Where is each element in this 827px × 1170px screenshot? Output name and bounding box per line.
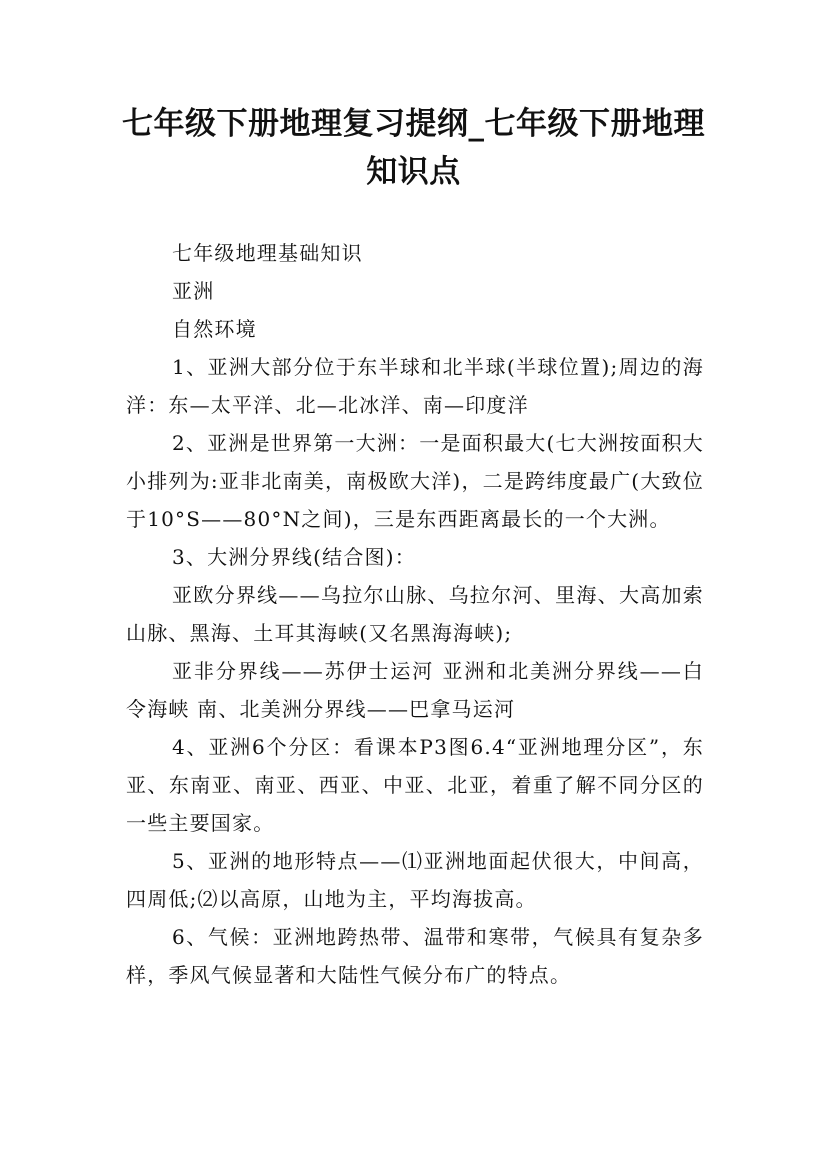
- paragraph-boundary-asia-africa: 亚非分界线——苏伊士运河 亚洲和北美洲分界线——白令海峡 南、北美洲分界线——巴拿马运河: [126, 659, 704, 721]
- paragraph-heading-asia: 亚洲: [172, 279, 215, 303]
- document-body: [126, 234, 704, 994]
- paragraph-heading-basics: 七年级地理基础知识: [172, 241, 363, 265]
- paragraph-heading-environment: 自然环境: [172, 317, 257, 341]
- document-title: 七年级下册地理复习提纲_七年级下册地理知识点: [122, 106, 705, 190]
- paragraph-point-4: 4、亚洲6个分区：看课本P3图6.4“亚洲地理分区”，东亚、东南亚、南亚、西亚、中亚、北亚，着重了解不同分区的一些主要国家。: [126, 735, 704, 835]
- paragraph-point-6: 6、气候：亚洲地跨热带、温带和寒带，气候具有复杂多样，季风气候显著和大陆性气候分布广的特点。: [126, 925, 704, 987]
- paragraph-boundary-asia-europe: 亚欧分界线——乌拉尔山脉、乌拉尔河、里海、大高加索山脉、黑海、土耳其海峡(又名黑海海峡);: [126, 583, 704, 645]
- paragraph-point-5: 5、亚洲的地形特点——⑴亚洲地面起伏很大，中间高，四周低;⑵以高原，山地为主，平均海拔高。: [126, 849, 704, 911]
- paragraph-point-2: 2、亚洲是世界第一大洲：一是面积最大(七大洲按面积大小排列为:亚非北南美，南极欧大洋)，二是跨纬度最广(大致位于10°S——80°N之间)，三是东西距离最长的一个大洲。: [126, 431, 704, 531]
- paragraph-point-3: 3、大洲分界线(结合图)：: [172, 545, 416, 569]
- paragraph-point-1: 1、亚洲大部分位于东半球和北半球(半球位置);周边的海洋：东—太平洋、北—北冰洋、南—印度洋: [126, 355, 704, 417]
